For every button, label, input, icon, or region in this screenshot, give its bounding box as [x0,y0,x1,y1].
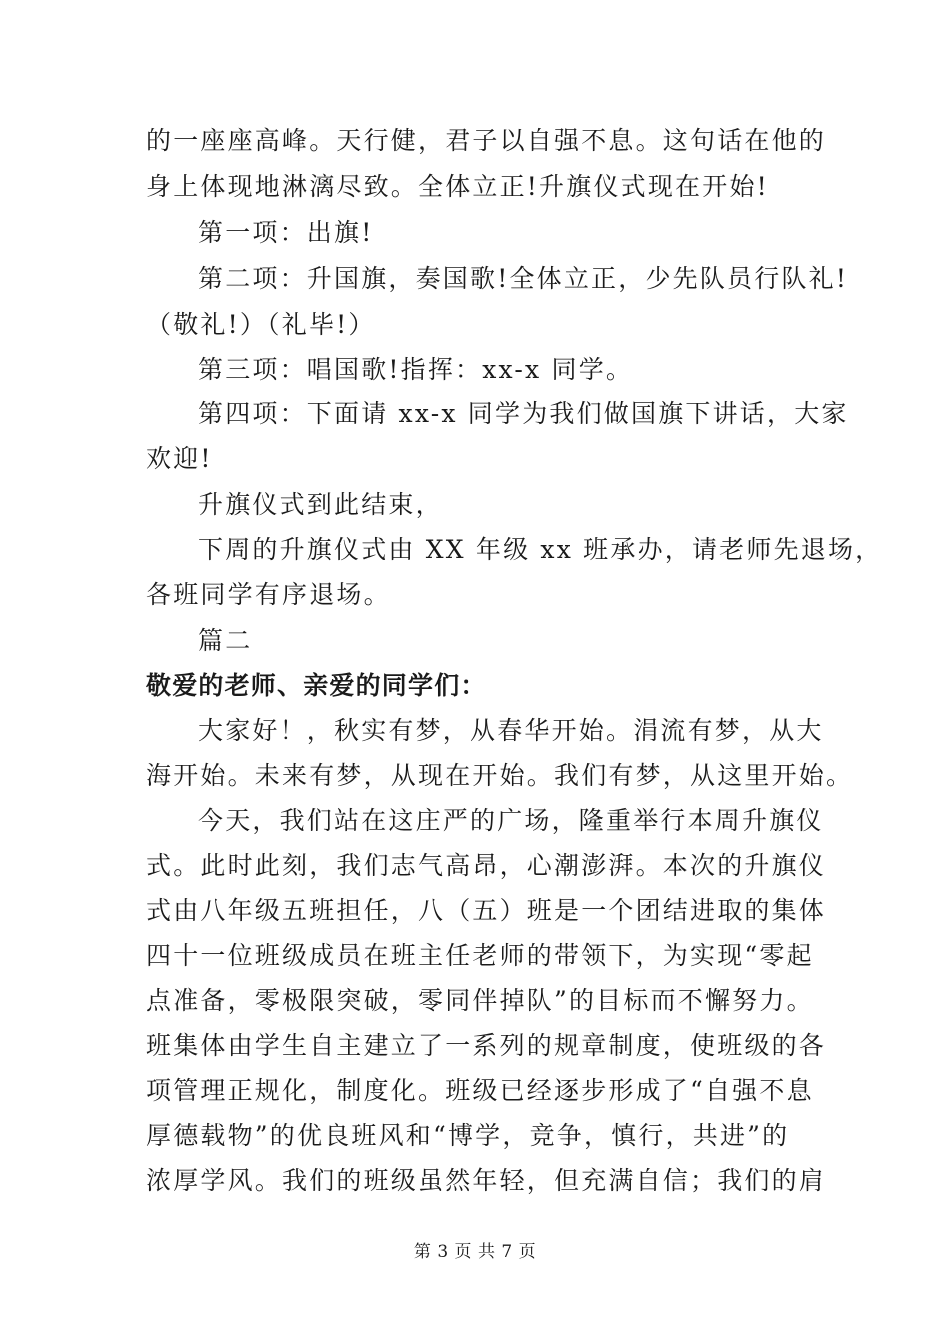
text-line: （敬礼!）（礼毕!） [146,310,376,339]
text-line: 欢迎! [146,444,213,473]
text-line: 点准备，零极限突破，零同伴掉队”的目标而不懈努力。 [146,986,814,1015]
salutation: 敬爱的老师、亲爱的同学们： [146,671,487,700]
text-line: 第一项：出旗! [198,218,374,247]
text-line: 第三项：唱国歌!指挥：xx-x 同学。 [198,355,634,384]
text-line: 厚德载物”的优良班风和“博学，竞争，慎行，共进”的 [146,1121,790,1150]
section-heading: 篇二 [198,626,253,655]
text-line: 班集体由学生自主建立了一系列的规章制度，使班级的各 [146,1031,827,1060]
text-line: 下周的升旗仪式由 XX 年级 xx 班承办，请老师先退场， [198,535,883,564]
text-line: 浓厚学风。我们的班级虽然年轻，但充满自信；我们的肩 [146,1166,827,1195]
text-line: 式。此时此刻，我们志气高昂，心潮澎湃。本次的升旗仪 [146,851,827,880]
text-line: 第四项：下面请 xx-x 同学为我们做国旗下讲话，大家 [198,399,849,428]
text-line: 项管理正规化，制度化。班级已经逐步形成了“自强不息 [146,1076,814,1105]
text-line: 大家好！，秋实有梦，从春华开始。涓流有梦，从大 [198,716,824,745]
text-line: 式由八年级五班担任，八（五）班是一个团结进取的集体 [146,896,827,925]
text-line: 四十一位班级成员在班主任老师的带领下，为实现“零起 [146,941,814,970]
text-line: 海开始。未来有梦，从现在开始。我们有梦，从这里开始。 [146,761,854,790]
text-line: 第二项：升国旗，奏国歌!全体立正，少先队员行队礼! [198,264,849,293]
text-line: 各班同学有序退场。 [146,580,391,609]
text-line: 升旗仪式到此结束， [198,490,443,519]
text-line: 的一座座高峰。天行健，君子以自强不息。这句话在他的 [146,126,827,155]
text-line: 今天，我们站在这庄严的广场，隆重举行本周升旗仪 [198,806,824,835]
text-line: 身上体现地淋漓尽致。全体立正!升旗仪式现在开始! [146,172,769,201]
page-number-footer: 第 3 页 共 7 页 [413,1242,537,1262]
